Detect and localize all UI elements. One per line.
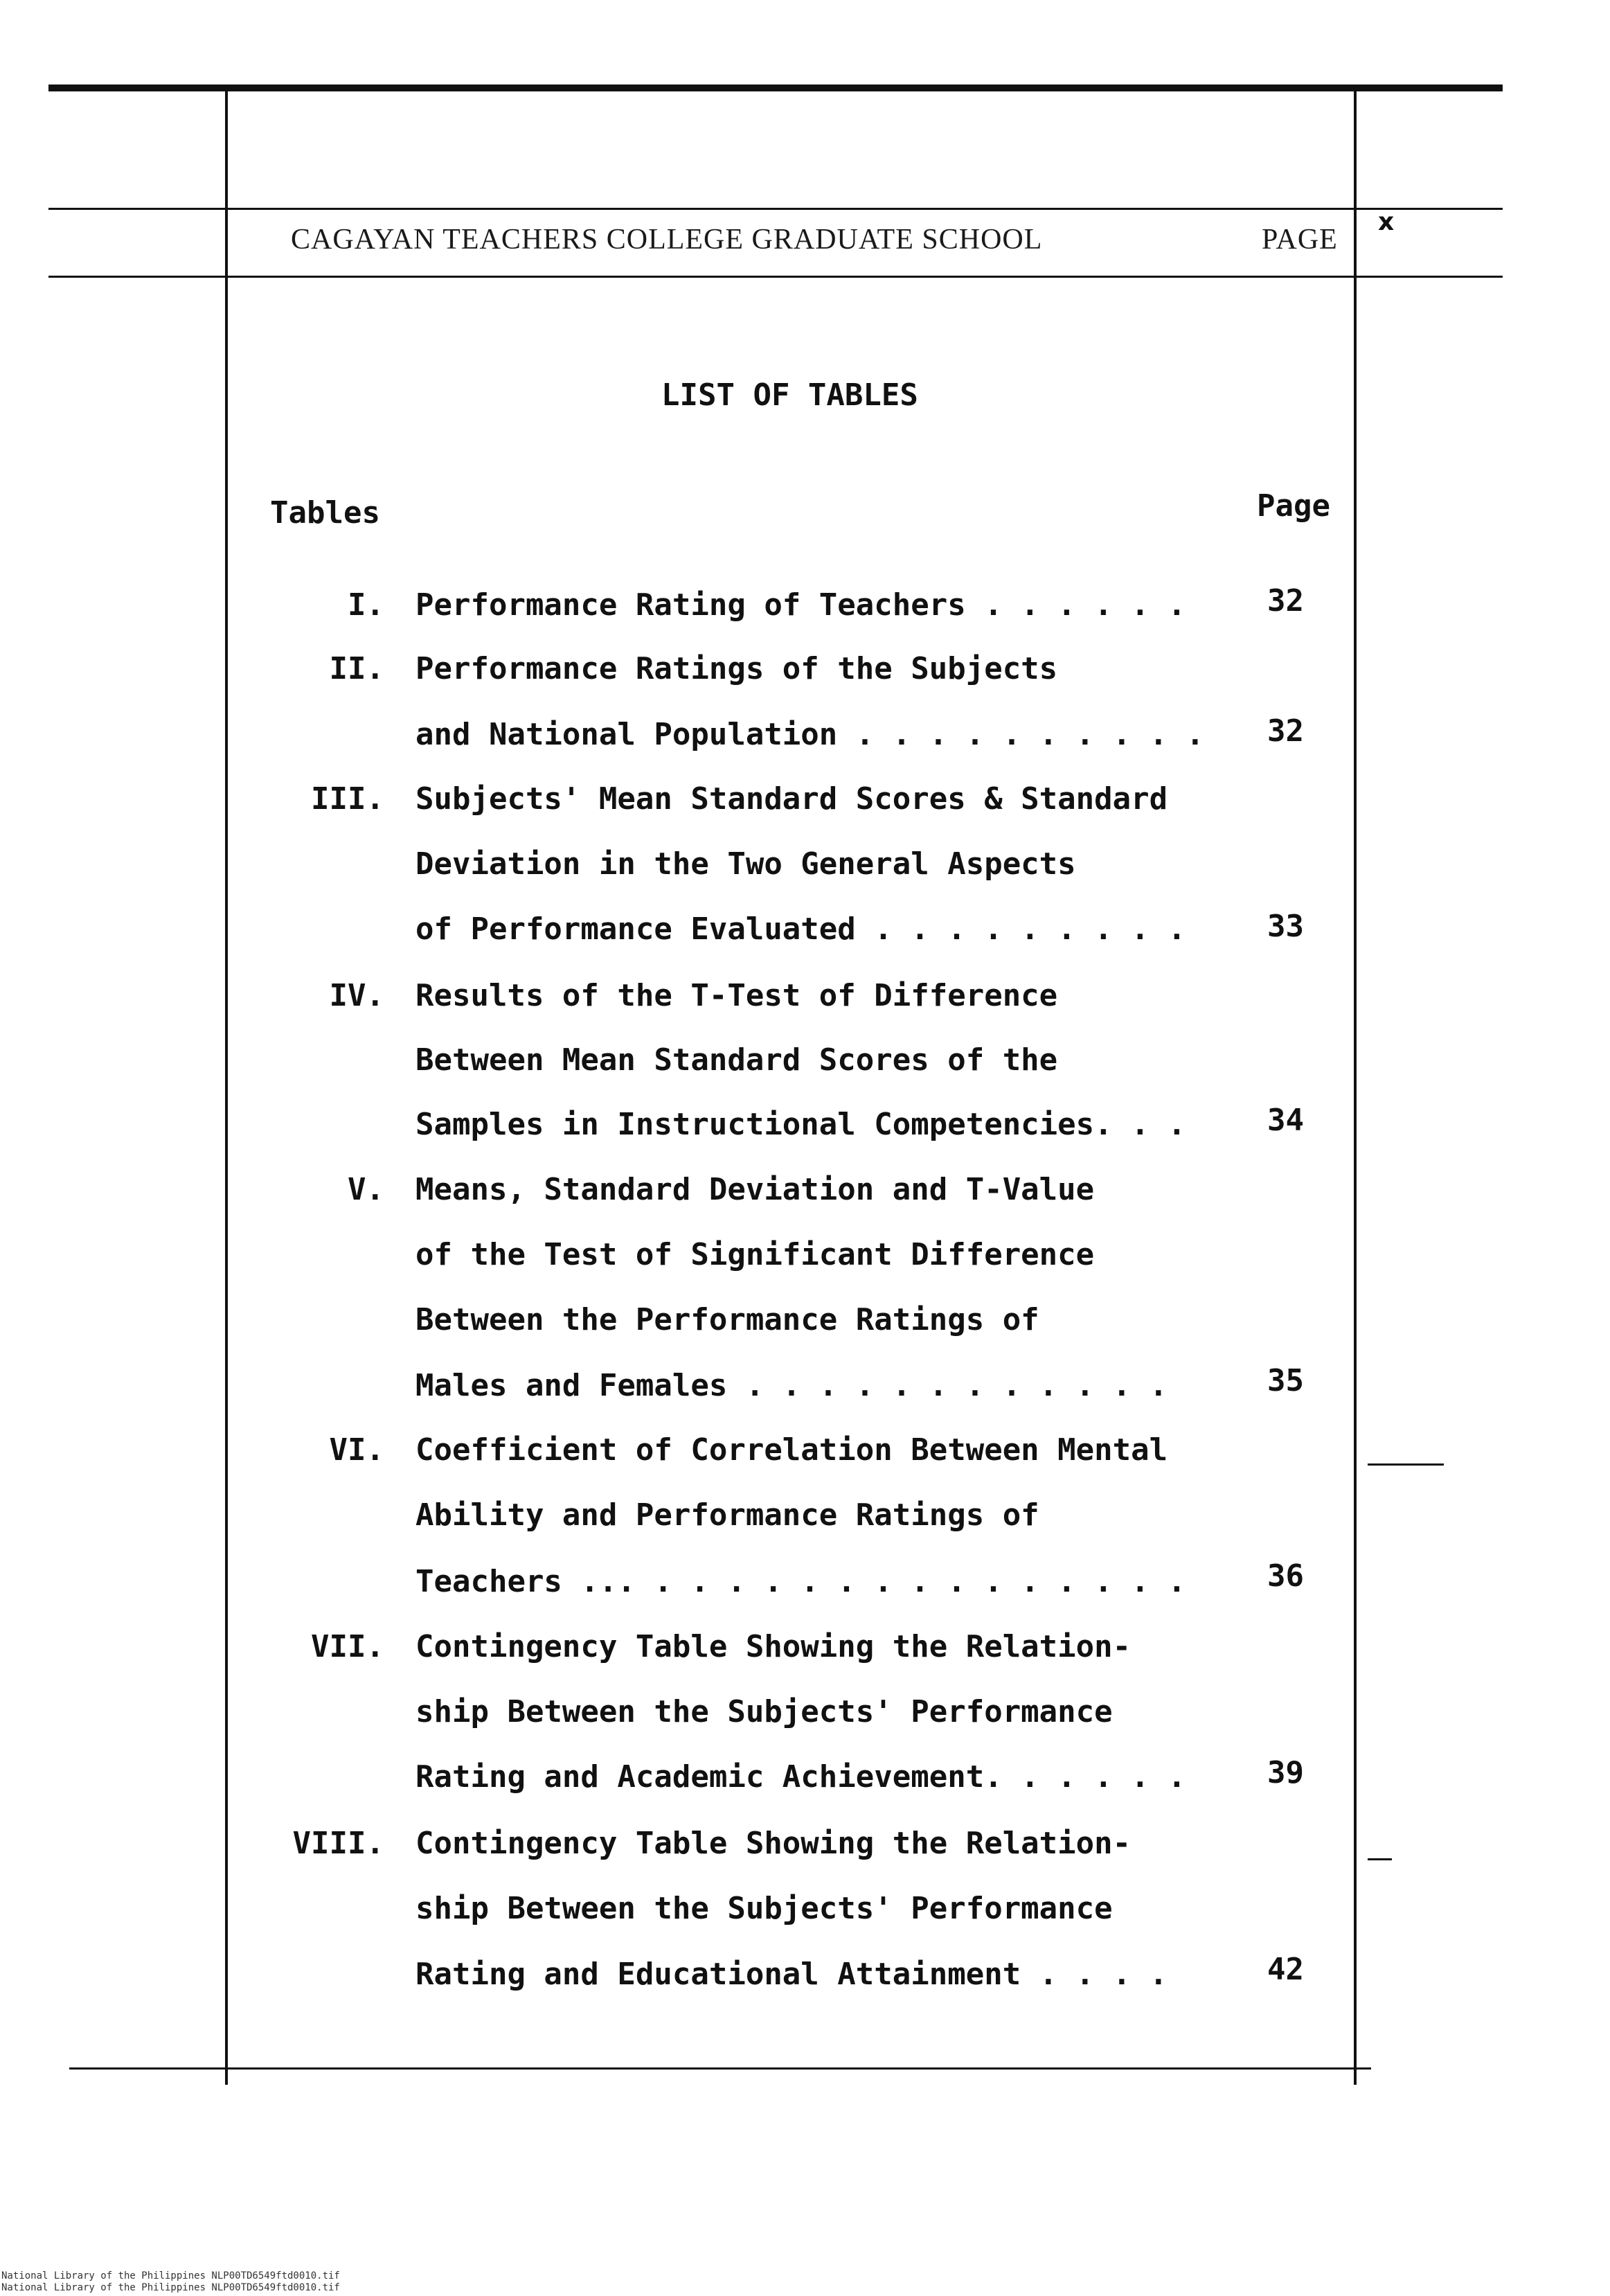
entry-number: V. bbox=[348, 1172, 384, 1207]
entry-title-line: Rating and Educational Attainment . . . . bbox=[415, 1957, 1168, 1992]
left-frame-line bbox=[225, 90, 228, 2085]
column-tables: Tables bbox=[270, 495, 380, 531]
header-bottom-line bbox=[48, 276, 1503, 278]
margin-tick-2 bbox=[1368, 1858, 1392, 1860]
entry-title-line: and National Population . . . . . . . . . . bbox=[415, 717, 1205, 752]
header-top-line bbox=[48, 208, 1503, 210]
margin-mark: x bbox=[1378, 208, 1395, 236]
entry-title-line: Between the Performance Ratings of bbox=[415, 1302, 1039, 1337]
entry-title-line: ship Between the Subjects' Performance bbox=[415, 1694, 1113, 1729]
margin-tick-1 bbox=[1368, 1463, 1444, 1466]
entry-title-line: Contingency Table Showing the Relation- bbox=[415, 1826, 1132, 1861]
entry-number: I. bbox=[348, 587, 384, 623]
entry-number: IV. bbox=[329, 978, 384, 1013]
column-page: Page bbox=[1257, 488, 1330, 524]
page-title: LIST OF TABLES bbox=[661, 377, 918, 413]
entry-title-line: Teachers ... . . . . . . . . . . . . . . . bbox=[415, 1564, 1186, 1599]
entry-page: 35 bbox=[1267, 1363, 1304, 1398]
bottom-border bbox=[69, 2067, 1371, 2070]
entry-title-line: Between Mean Standard Scores of the bbox=[415, 1042, 1058, 1078]
entry-number: VI. bbox=[329, 1432, 384, 1468]
entry-number: II. bbox=[329, 651, 384, 686]
entry-number: VIII. bbox=[292, 1826, 384, 1861]
scan-footer-line: National Library of the Philippines NLP00TD6549ftd0010.tif bbox=[1, 2282, 340, 2293]
entry-title-line: Males and Females . . . . . . . . . . . . bbox=[415, 1368, 1168, 1403]
top-border bbox=[48, 84, 1503, 91]
right-frame-line bbox=[1354, 90, 1357, 2085]
entry-title-line: Means, Standard Deviation and T-Value bbox=[415, 1172, 1095, 1207]
entry-page: 32 bbox=[1267, 713, 1304, 749]
entry-title-line: Coefficient of Correlation Between Mental bbox=[415, 1432, 1168, 1468]
entry-number: VII. bbox=[311, 1629, 384, 1664]
entry-title-line: Results of the T-Test of Difference bbox=[415, 978, 1058, 1013]
entry-page: 33 bbox=[1267, 909, 1304, 944]
entry-title-line: of the Test of Significant Difference bbox=[415, 1237, 1095, 1272]
scan-footer-line: National Library of the Philippines NLP00TD6549ftd0010.tif bbox=[1, 2270, 340, 2281]
entry-title-line: ship Between the Subjects' Performance bbox=[415, 1891, 1113, 1926]
entry-title-line: Performance Rating of Teachers . . . . . . bbox=[415, 587, 1186, 623]
entry-title-line: Samples in Instructional Competencies. . . bbox=[415, 1107, 1186, 1142]
entry-title-line: Ability and Performance Ratings of bbox=[415, 1497, 1039, 1533]
entry-title-line: Subjects' Mean Standard Scores & Standard bbox=[415, 781, 1168, 817]
entry-page: 39 bbox=[1267, 1755, 1304, 1790]
entry-page: 42 bbox=[1267, 1952, 1304, 1987]
entry-title-line: Deviation in the Two General Aspects bbox=[415, 846, 1076, 882]
entry-title-line: Contingency Table Showing the Relation- bbox=[415, 1629, 1132, 1664]
entry-title-line: of Performance Evaluated . . . . . . . . . bbox=[415, 911, 1186, 947]
entry-number: III. bbox=[311, 781, 384, 817]
entry-title-line: Performance Ratings of the Subjects bbox=[415, 651, 1058, 686]
entry-page: 32 bbox=[1267, 583, 1304, 619]
page-label: PAGE bbox=[1262, 224, 1338, 256]
entry-page: 34 bbox=[1267, 1103, 1304, 1138]
entry-page: 36 bbox=[1267, 1558, 1304, 1594]
school-name: CAGAYAN TEACHERS COLLEGE GRADUATE SCHOOL bbox=[291, 224, 1043, 256]
entry-title-line: Rating and Academic Achievement. . . . . . bbox=[415, 1759, 1186, 1795]
